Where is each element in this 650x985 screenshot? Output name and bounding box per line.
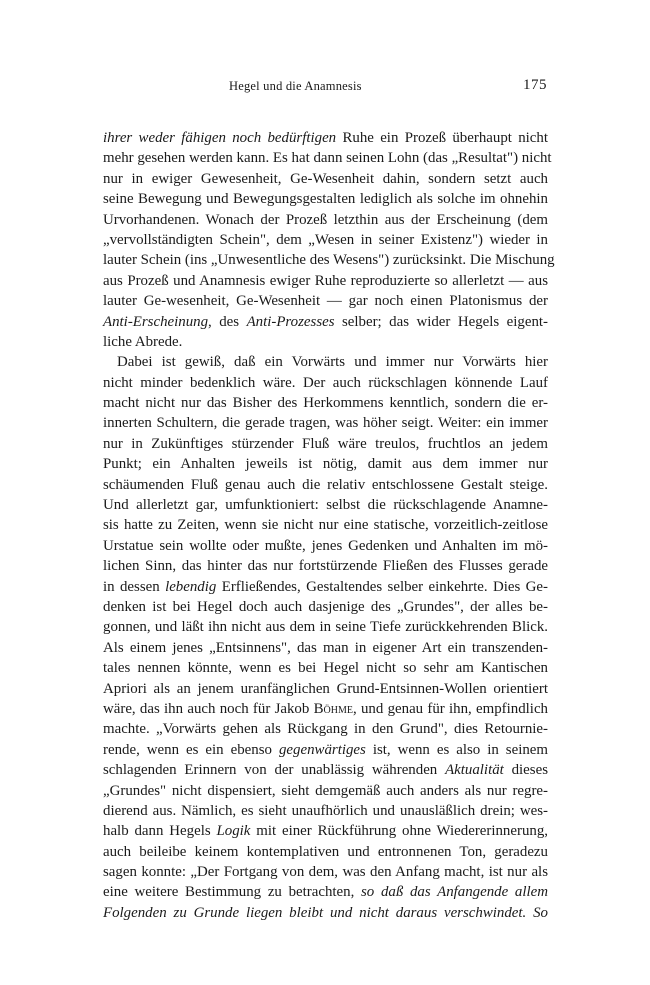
text-run: sagen konnte: „Der Fortgang von dem, was den Anfang macht, ist nur als [103,864,548,881]
text-line [103,617,548,637]
text-run: lichen Sinn, das hinter das nur fortstürzende Fließen des Flusses gerade [103,558,548,575]
page-number: 175 [523,77,547,93]
text-run: selber; das wider Hegels eigent- [334,313,548,330]
text-run: schäumenden Fluß genau auch die relativ entschlossene Gestalt steige. [103,476,548,493]
text-line [103,679,548,699]
italic-text: Anti-Prozesses [246,313,335,330]
text-line [103,821,548,841]
text-run: Urvorhandenen. Wonach der Prozeß letzthin aus der Erscheinung (dem [103,211,548,228]
text-run: Urstatue sein wollte oder mußte, jenes Gedenken und Anhalten im mö- [103,537,548,554]
text-run: „Grundes" nicht dispensiert, sieht demgemäß auch anders als nur regre- [103,782,548,799]
text-line [103,597,548,617]
text-run: dieses [503,762,548,779]
italic-text: Folgenden zu Grunde liegen bleibt und nicht daraus verschwindet. So [103,904,548,921]
text-line [103,454,548,474]
text-run: Apriori als an jenem uranfänglichen Grund-Entsinnen-Wollen orientiert [103,680,548,697]
text-run: nur in ewiger Gewesenheit, Ge-Wesenheit dahin, sondern setzt auch [103,170,548,187]
text-line [103,495,548,515]
text-line [103,250,555,270]
text-run: tales nennen könnte, wenn es bei Hegel nicht so sehr am Kantischen [103,660,548,677]
text-line [103,413,548,433]
text-line [103,577,548,597]
italic-text: Anti-Erscheinung [103,313,209,330]
italic-text: Aktualität [445,762,504,779]
text-line [103,475,548,495]
text-run: nur in Zukünftiges stürzender Fluß wäre treulos, fruchtlos an jedem [103,435,548,452]
text-line [103,352,548,372]
small-caps-text: Böhme [313,700,353,717]
italic-text: lebendig [165,578,217,595]
text-line [103,271,548,291]
text-run: Ruhe ein Prozeß überhaupt nicht [336,130,548,146]
text-run: in dessen [103,578,166,595]
text-line [103,169,548,189]
text-run: auch beileibe keinem kontemplativen und entronnenen Ton, geradezu [103,843,548,860]
text-run: Erfließendes, Gestaltendes selber einkehrte. Dies Ge- [216,578,548,595]
text-line [103,312,548,332]
italic-text: so daß das Anfangende allem [361,884,549,901]
text-run: ist, wenn es also in seinem [365,741,548,758]
text-run: mehr gesehen werden kann. Es hat dann seinen Lohn (das „Resultat") nicht [103,150,552,167]
text-run: Punkt; ein Anhalten jeweils ist nötig, damit aus dem immer nur [103,456,548,473]
italic-text: gegenwärtiges [278,741,366,758]
italic-text: Logik [216,823,251,840]
text-run: seine Bewegung und Bewegungsgestalten lediglich als solche im ohnehin [103,191,548,208]
text-run: „vervollständigten Schein", dem „Wesen in seiner Existenz") wieder in [103,231,548,248]
text-line [103,740,548,760]
text-run: dierend aus. Nämlich, es sieht unaufhörlich und unausläßlich drein; wes- [103,802,548,819]
text-line [103,515,548,535]
text-run: sis hatte zu Zeiten, wenn sie nicht nur eine statische, vorzeitlich-zeitlose [103,517,548,534]
text-run: mit einer Rückführung ohne Wiedererinnerung, [250,823,548,840]
text-run: macht nicht nur das Bisher des Herkommens kenntlich, sondern die er- [103,395,548,412]
text-line [103,434,548,454]
text-line [103,781,548,801]
text-run: Als einem jenes „Entsinnens", das man in eigener Art ein transzenden- [103,639,548,656]
text-line [103,128,548,148]
text-line [103,862,548,882]
text-line [103,719,548,739]
text-line [103,148,552,168]
text-run: , und genau für ihn, empfindlich [352,700,548,717]
text-line [103,393,548,413]
text-line [103,556,548,576]
text-line [103,536,548,556]
text-line [103,210,548,230]
text-line [103,230,548,250]
text-run: eine weitere Bestimmung zu betrachten, [103,884,362,901]
text-line [103,699,548,719]
page-header [0,79,650,99]
text-run: innerten Schultern, die gerade tragen, was höher seigt. Weiter: ein immer [103,415,548,432]
text-run: gonnen, und läßt ihn nicht aus dem in seine Tiefe zurückkehrenden Blick. [103,619,548,636]
text-run: machte. „Vorwärts gehen als Rückgang in den Grund", dies Retournie- [103,721,548,738]
text-run: Und allerletzt gar, umfunktioniert: selbst die rückschlagende Anamne- [103,497,548,514]
text-line [103,373,548,393]
text-run: Dabei ist gewiß, daß ein Vorwärts und immer nur Vorwärts hier [117,354,548,371]
text-run: lauter Ge-wesenheit, Ge-Wesenheit — gar noch einen Platonismus der [103,293,548,310]
text-line [103,332,548,352]
text-line [103,638,548,658]
body-text [103,128,555,923]
text-line [103,189,548,209]
text-run: denken ist bei Hegel doch auch dasjenige des „Grundes", der alles be- [103,598,548,615]
text-run: rende, wenn es ein ebenso [103,741,279,758]
text-run: , des [208,313,247,330]
text-run: schlagenden Erinnern von der unablässig währenden [103,762,446,779]
text-run: halb dann Hegels [103,823,217,840]
text-line [103,291,548,311]
text-line [103,658,548,678]
text-line [103,882,548,902]
text-run: aus Prozeß und Anamnesis ewiger Ruhe reproduzierte so allerletzt — aus [103,272,548,289]
text-line [103,903,548,923]
text-run: lauter Schein (ins „Unwesentliche des Wesens") zurücksinkt. Die Mischung [103,252,555,269]
running-title: Hegel und die Anamnesis [229,79,362,93]
text-line [103,842,548,862]
text-line [103,801,548,821]
text-line [103,760,548,780]
text-run: nicht minder bedenklich wäre. Der auch rückschlagen könnende Lauf [103,374,548,391]
text-run: liche Abrede. [103,333,183,350]
text-run: wäre, das ihn auch noch für Jakob [103,700,314,717]
italic-text: ihrer weder fähigen noch bedürftigen [103,130,337,146]
